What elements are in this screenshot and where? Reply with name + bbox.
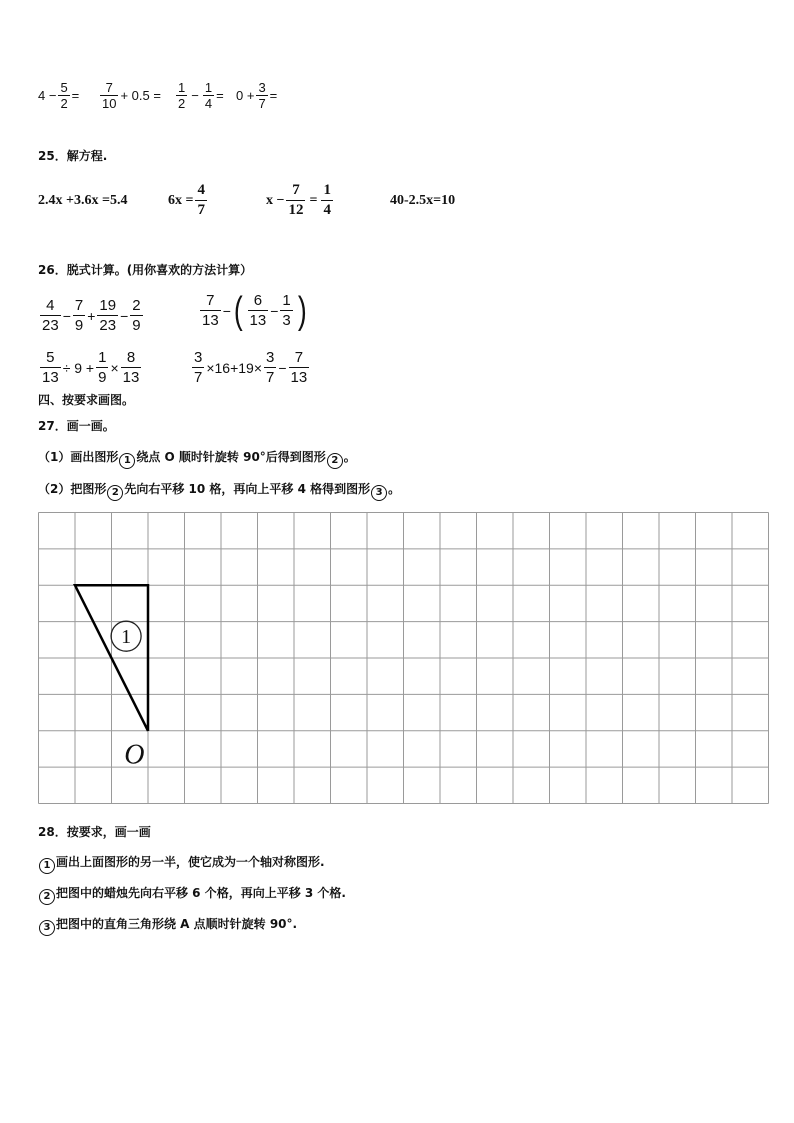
fraction: [121, 348, 142, 387]
numerator: 7: [292, 182, 300, 198]
circled-number-3: 3: [371, 485, 387, 501]
q25-eq3: [266, 181, 335, 220]
operator: −: [270, 302, 279, 319]
q24-item-2: [98, 80, 161, 111]
denominator: 7: [197, 202, 205, 218]
right-paren: ): [297, 289, 307, 332]
denominator: 2: [60, 96, 68, 111]
equals: =: [309, 192, 318, 208]
fraction: [40, 296, 61, 335]
operator: ×16+19×: [206, 359, 263, 376]
q24-item-2-fraction: [100, 80, 118, 111]
text: 先向右平移 10 格，再向上平移 4 格得到图形: [124, 482, 371, 496]
denominator: 23: [42, 317, 59, 334]
q25-eq3-pre: x −: [266, 192, 285, 208]
fraction: [264, 348, 276, 387]
text: 绕点 O 顺时针旋转 90°后得到图形: [136, 450, 326, 464]
operator: −: [62, 307, 71, 324]
q24-item-3-fraction-b: [203, 80, 214, 111]
left-paren: (: [233, 289, 243, 332]
numerator: 3: [258, 80, 266, 95]
text: 画出上面图形的另一半，使它成为一个轴对称图形.: [56, 855, 325, 869]
q27-heading: 27．画一画。: [38, 419, 115, 433]
text: 。: [343, 450, 356, 464]
q25-eq3-fraction-a: [286, 181, 305, 220]
q28-heading: 28．按要求，画一画: [38, 825, 151, 839]
denominator: 12: [288, 202, 304, 218]
denominator: 3: [282, 312, 291, 329]
q24-item-3-post: =: [216, 88, 224, 103]
q26-heading: 26．脱式计算。(用你喜欢的方法计算）: [38, 263, 253, 277]
denominator: 23: [99, 317, 117, 334]
fraction: [73, 296, 85, 335]
fraction: [40, 348, 61, 387]
text: 把图中的直角三角形绕 A 点顺时针旋转 90°.: [56, 917, 298, 931]
numerator: 19: [99, 297, 117, 314]
fraction: [97, 296, 118, 335]
denominator: 13: [42, 369, 59, 386]
q26-expr-2: [198, 291, 309, 330]
text: （1）画出图形: [38, 450, 119, 464]
denominator: 7: [194, 369, 203, 386]
point-o-label: O: [124, 739, 145, 771]
fraction: [192, 348, 204, 387]
q27-instruction-2: [38, 480, 400, 501]
q24-item-1-post: =: [71, 88, 80, 103]
denominator: 10: [102, 96, 117, 111]
circled-number-3: 3: [39, 920, 55, 936]
numerator: 7: [206, 292, 215, 309]
q28-item-2: [38, 884, 346, 905]
q24-item-1-pre: 4 −: [38, 88, 57, 103]
numerator: 1: [98, 349, 107, 366]
operator: ÷ 9 +: [62, 359, 95, 376]
numerator: 7: [294, 349, 304, 366]
q25-eq1: 2.4x +3.6x =5.4: [38, 193, 128, 208]
numerator: 4: [46, 297, 55, 314]
circled-number-1: 1: [39, 858, 55, 874]
circled-number-2: 2: [327, 453, 343, 469]
denominator: 13: [202, 312, 219, 329]
numerator: 1: [204, 80, 213, 95]
denominator: 7: [258, 96, 266, 111]
q24-item-4-pre: 0 +: [236, 88, 255, 103]
denominator: 9: [74, 317, 84, 334]
numerator: 1: [323, 182, 331, 198]
numerator: 5: [46, 349, 55, 366]
q25-eq2: [168, 181, 209, 220]
q24-item-1-fraction: [58, 80, 69, 111]
numerator: 2: [132, 297, 141, 314]
operator: +: [87, 307, 96, 324]
fraction: [280, 291, 292, 330]
q24-item-3-fraction-a: [176, 80, 187, 111]
denominator: 4: [204, 96, 213, 111]
q26-expr-4: [190, 348, 311, 387]
section-4-heading: 四、按要求画图。: [38, 393, 135, 407]
q25-eq4: 40-2.5x=10: [390, 193, 456, 208]
numerator: 1: [282, 292, 291, 309]
denominator: 9: [98, 369, 107, 386]
denominator: 13: [249, 312, 267, 329]
text: 。: [388, 482, 401, 496]
q28-item-1: [38, 853, 325, 874]
numerator: 3: [266, 349, 275, 366]
q27-grid-figure: [38, 512, 769, 804]
q25-eq3-fraction-b: [321, 181, 333, 220]
numerator: 7: [74, 297, 84, 314]
denominator: 7: [266, 369, 275, 386]
numerator: 8: [126, 349, 136, 366]
shape-label: 1: [121, 626, 132, 649]
fraction: [200, 291, 221, 330]
circled-number-1: 1: [119, 453, 135, 469]
operator: −: [222, 302, 231, 319]
q27-instruction-1: [38, 448, 356, 469]
denominator: 13: [290, 369, 308, 386]
numerator: 1: [178, 80, 186, 95]
text: 把图中的蜡烛先向右平移 6 个格，再向上平移 3 个格.: [56, 886, 346, 900]
numerator: 6: [253, 292, 263, 309]
numerator: 3: [194, 349, 203, 366]
numerator: 4: [197, 182, 205, 198]
q24-item-4: [236, 80, 277, 111]
fraction: [130, 296, 142, 335]
numerator: 7: [105, 80, 113, 95]
q24-item-4-post: =: [269, 88, 278, 103]
q25-eq2-fraction: [195, 181, 207, 220]
q28-item-3: [38, 915, 297, 936]
denominator: 9: [132, 317, 141, 334]
denominator: 4: [323, 202, 331, 218]
q25-heading: 25．解方程.: [38, 149, 108, 163]
fraction: [96, 348, 108, 387]
operator: −: [120, 307, 129, 324]
q25-eq2-pre: 6x =: [168, 192, 194, 208]
q24-item-2-post: + 0.5 =: [120, 88, 161, 103]
q26-expr-1: [38, 296, 145, 335]
q24-item-4-fraction: [256, 80, 267, 111]
denominator: 2: [178, 96, 186, 111]
denominator: 13: [122, 369, 140, 386]
circled-number-2: 2: [39, 889, 55, 905]
operator: −: [191, 88, 199, 103]
numerator: 5: [60, 80, 68, 95]
circled-number-2: 2: [107, 485, 123, 501]
q26-expr-3: [38, 348, 143, 387]
q24-item-1: [38, 80, 79, 111]
operator: ×: [110, 359, 119, 376]
q24-item-3: [174, 80, 224, 111]
operator: −: [278, 359, 287, 376]
text: （2）把图形: [38, 482, 107, 496]
fraction: [248, 291, 269, 330]
fraction: [289, 348, 310, 387]
